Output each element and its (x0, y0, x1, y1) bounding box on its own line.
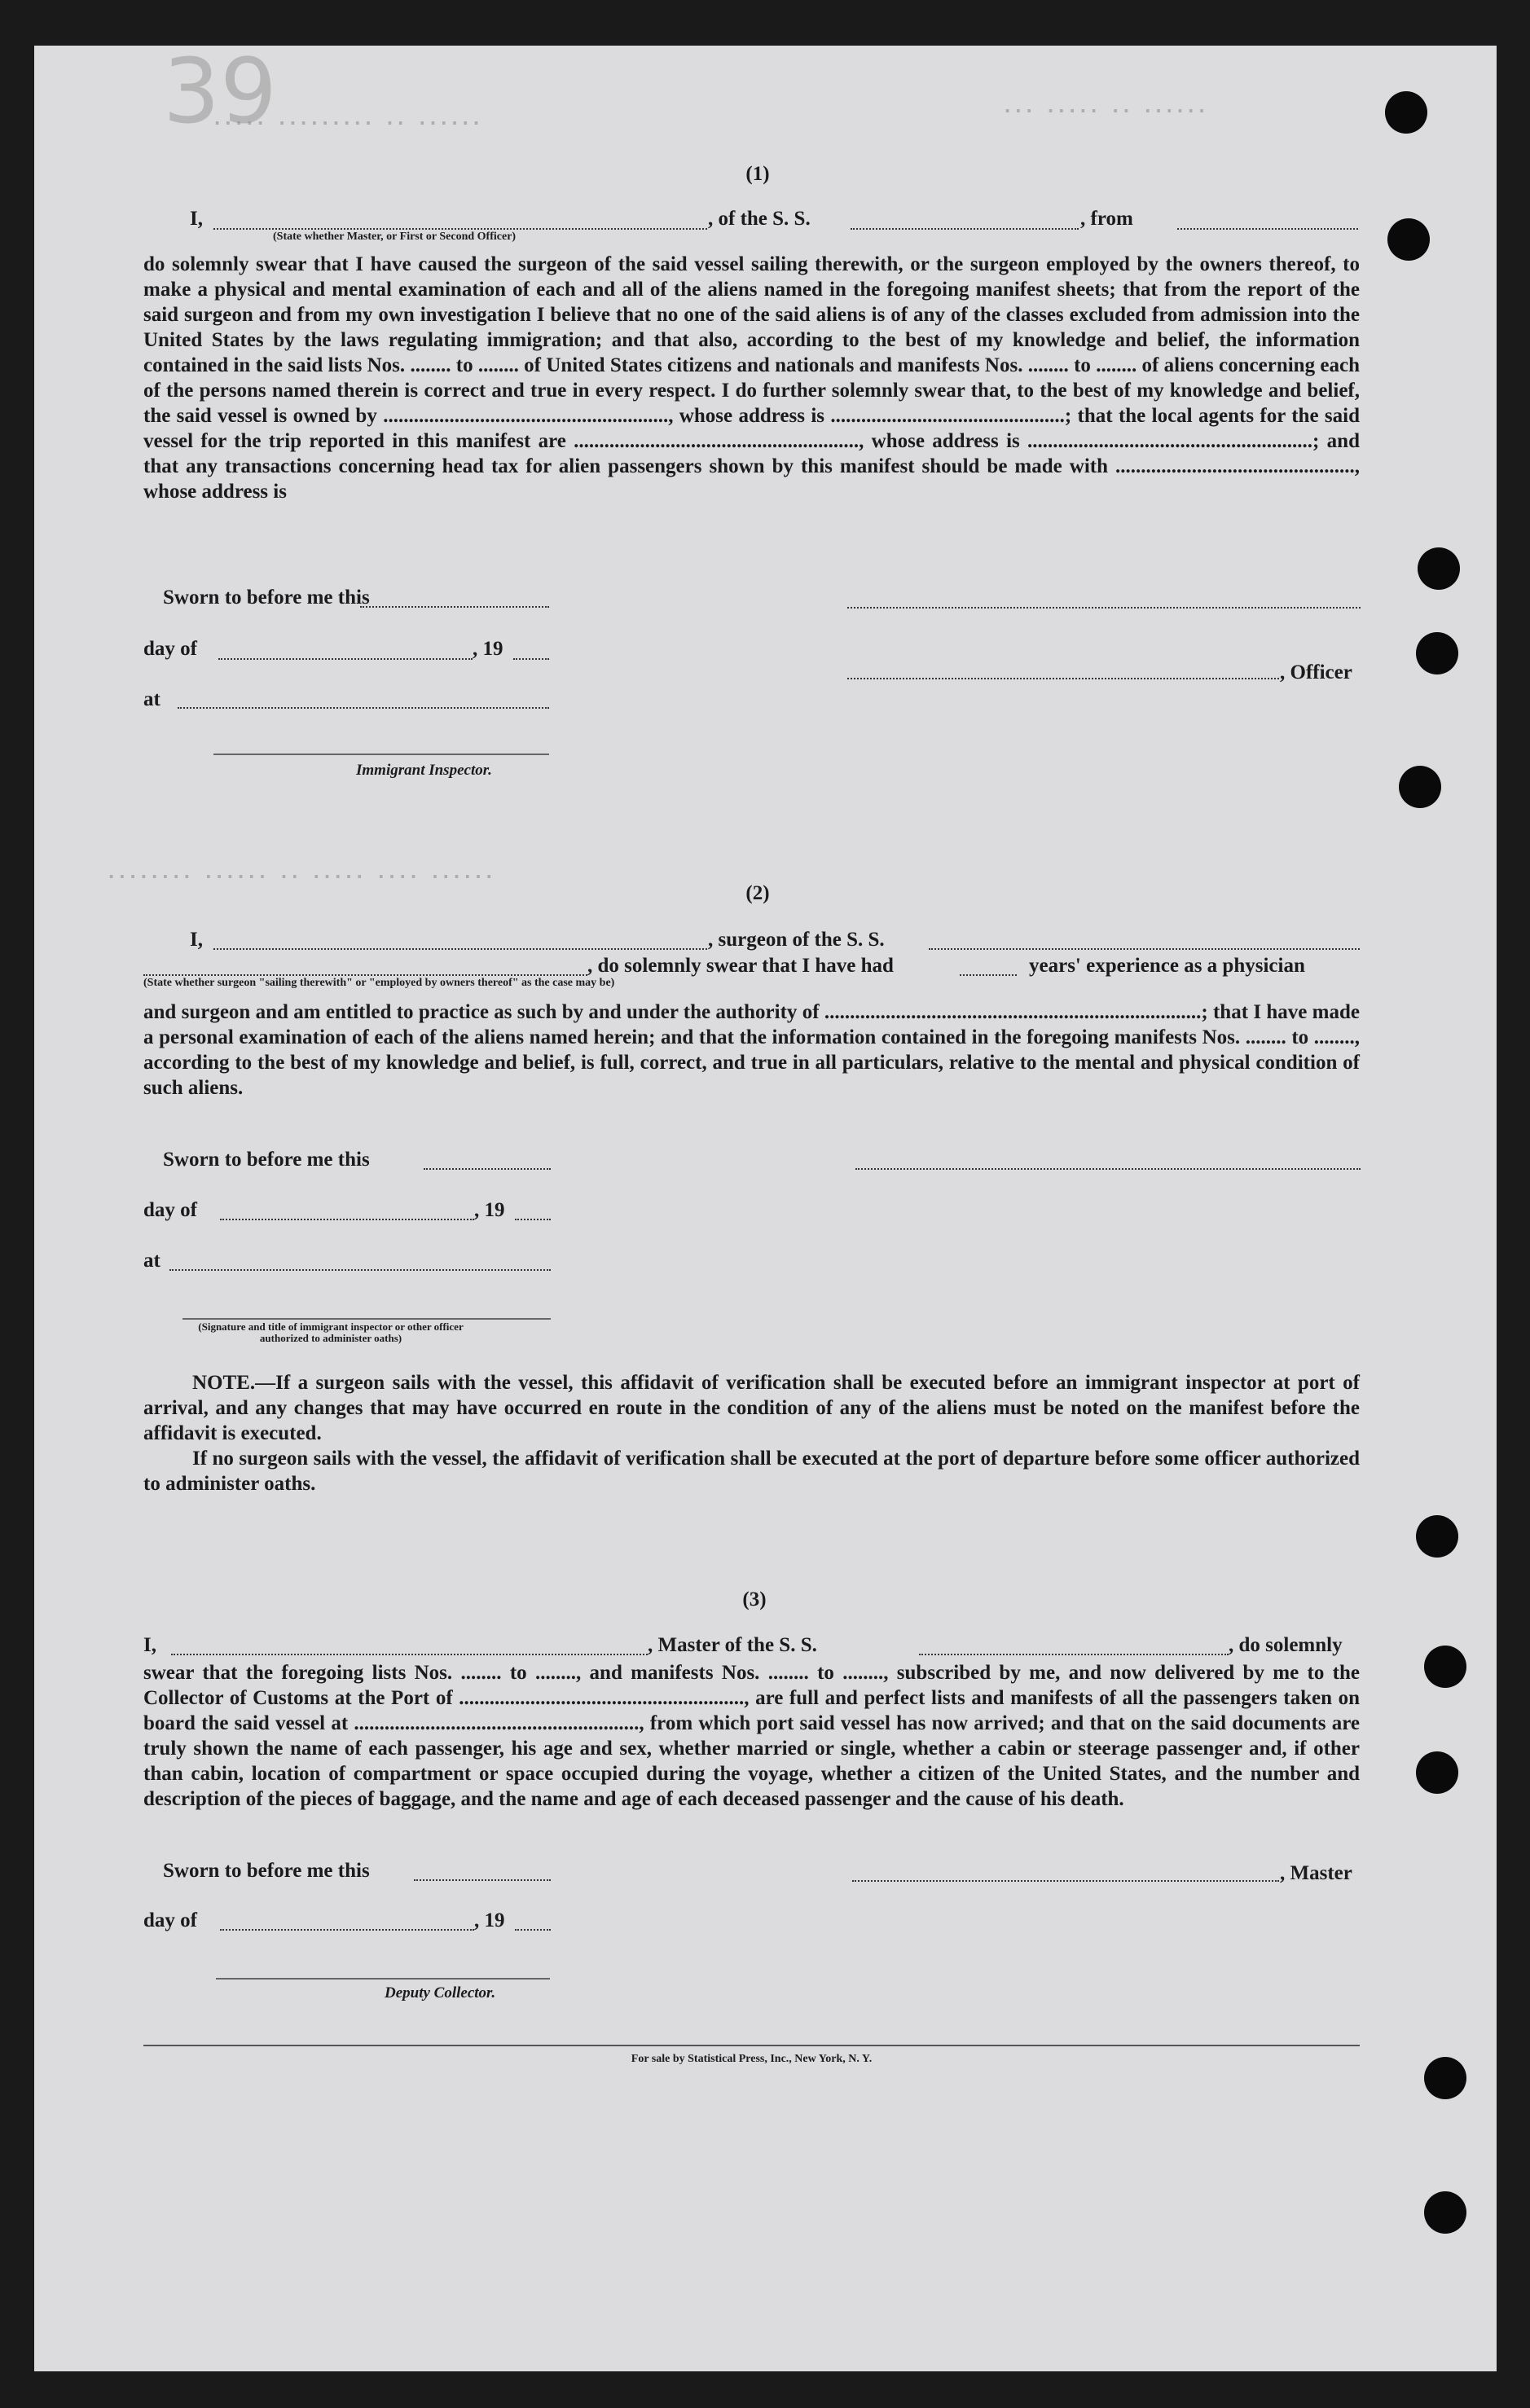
deputy-signature-line[interactable] (216, 1978, 550, 1980)
section-2-number: (2) (745, 882, 770, 904)
note-text-1: —If a surgeon sails with the vessel, this affidavit of verification shall be executed before an immigrant inspector at port of arrival, and any changes that may have occurred en route in the condition of any of the aliens must be noted on the manifest before the affidavit is executed. (143, 1372, 1360, 1444)
sworn-date-field[interactable] (360, 606, 549, 608)
from-label: , from (1080, 208, 1133, 230)
master-signature-line[interactable] (852, 1880, 1279, 1882)
binder-hole (1424, 2191, 1466, 2234)
section-3-number: (3) (742, 1588, 767, 1610)
binder-hole (1416, 1515, 1458, 1558)
officer-signature-line-1[interactable] (847, 607, 1361, 609)
year-label: , 19 (473, 638, 503, 660)
sworn-label: Sworn to before me this (163, 587, 370, 609)
year-field-3[interactable] (515, 1929, 551, 1931)
sworn-label-2: Sworn to before me this (163, 1149, 370, 1171)
section-2-oath-text: and surgeon and am entitled to practice as such by and under the authority of ..........................................................................; that I have made a personal examination of each of the aliens named herein; and that the information contained in the foregoing manifests Nos. ........ to ........, according to the best of my knowledge and belief, is full, correct, and true in all particulars, relative to the mental and physical condition of such aliens. (143, 1001, 1360, 1099)
binder-hole (1418, 547, 1460, 590)
officer-role-note: (State whether Master, or First or Second Officer) (273, 231, 517, 243)
inspector-signature-line[interactable] (213, 754, 549, 755)
binder-hole (1416, 632, 1458, 675)
signature-title-note: (Signature and title of immigrant inspector or other officer authorized to administer oaths) (198, 1320, 464, 1344)
binder-hole (1385, 91, 1427, 134)
vessel-name-field[interactable] (851, 228, 1079, 230)
of-ss-label: , of the S. S. (708, 208, 811, 230)
sworn-label-3: Sworn to before me this (163, 1860, 370, 1882)
swear-label: , do solemnly swear that I have had (587, 955, 894, 977)
day-of-label-2: day of (143, 1199, 197, 1221)
do-solemnly-label: , do solemnly (1229, 1634, 1343, 1656)
binder-hole (1416, 1751, 1458, 1794)
stamp-mark: 39 (163, 39, 277, 143)
year-label-2: , 19 (474, 1199, 505, 1221)
year-field-2[interactable] (515, 1219, 551, 1220)
month-field-3[interactable] (220, 1929, 474, 1931)
surgeon-vessel-field[interactable] (929, 948, 1360, 950)
bleed-through-text: ··· ····· ·· ······ (1002, 102, 1207, 122)
officer-signature-line-2[interactable] (847, 678, 1279, 679)
master-of-label: , Master of the S. S. (648, 1634, 817, 1656)
master-label: , Master (1280, 1862, 1352, 1884)
place-field[interactable] (178, 707, 549, 709)
years-field[interactable] (960, 974, 1017, 976)
at-label-2: at (143, 1250, 160, 1272)
note-label: NOTE. (192, 1372, 256, 1394)
at-label: at (143, 688, 160, 710)
footer-printer-text: For sale by Statistical Press, Inc., New York, N. Y. (631, 2053, 873, 2065)
month-field[interactable] (218, 658, 473, 660)
section-1-oath-text: do solemnly swear that I have caused the surgeon of the said vessel sailing therewith, or the surgeon employed by the owners thereof, to make a physical and mental examination of each and all of the aliens named in the foregoing manifest sheets; that from the report of the said surgeon and from my own investigation I believe that no one of the said aliens is of any of the classes excluded from admission into the United States by the laws regulating immigration; and that also, according to the best of my knowledge and belief, the information contained in the said lists Nos. ........ to ........ of United States citizens and nationals and manifests Nos. ........ to ........ of aliens concerning each of the persons named therein is correct and true in every respect. I do further solemnly swear that, to the best of my knowledge and belief, the said vessel is owned by ........................................................, whose address is ..............................................; that the local agents for the said vessel for the trip reported in this manifest are ........................................................, whose address is ........................................................; and that any transactions concerning head tax for alien passengers shown by this manifest should be made with ..............................................., whose address is (143, 253, 1360, 503)
officer-name-field[interactable] (213, 228, 707, 230)
inspector-signature-line-2[interactable] (182, 1318, 551, 1320)
binder-hole (1399, 766, 1441, 808)
immigrant-inspector-label: Immigrant Inspector. (356, 762, 492, 779)
section-1-number: (1) (745, 163, 770, 185)
section-1-i-label: I, (190, 208, 203, 230)
surgeon-status-note: (State whether surgeon "sailing therewith" or "employed by owners thereof" as the case may be) (143, 977, 615, 989)
year-label-3: , 19 (474, 1909, 505, 1931)
binder-hole (1387, 218, 1430, 261)
note-paragraph-2: If no surgeon sails with the vessel, the affidavit of verification shall be executed at the port of departure before some officer authorized to administer oaths. (143, 1448, 1360, 1495)
section-3-oath-text: swear that the foregoing lists Nos. ........ to ........, and manifests Nos. ........ to ........, subscribed by me, and now delivered by me to the Collector of Customs at the Port of ........................................................, are full and perfect lists and manifests of all the passengers taken on board the said vessel at ........................................................, from which port said vessel has now arrived; and that on the said documents are truly shown the name of each passenger, his age and sex, whether married or single, whether a cabin or steerage passenger and, if other than cabin, location of compartment or space occupied during the voyage, whether a citizen of the United States, and the number and description of the pieces of baggage, and the name and age of each deceased passenger and the cause of his death. (143, 1662, 1360, 1810)
from-port-field[interactable] (1177, 228, 1358, 230)
bleed-through-text: ····· ········· ·· ······ (212, 114, 482, 134)
note-paragraph-1 (143, 1370, 1360, 1446)
section-2-i-label: I, (190, 929, 203, 951)
bleed-through-text: ········ ······ ·· ····· ···· ······ (106, 868, 495, 888)
day-of-label: day of (143, 638, 197, 660)
place-field-2[interactable] (169, 1269, 551, 1271)
master-vessel-field[interactable] (919, 1654, 1229, 1655)
years-experience-label: years' experience as a physician (1029, 955, 1305, 977)
month-field-2[interactable] (220, 1219, 474, 1220)
deputy-collector-label: Deputy Collector. (385, 1984, 496, 2002)
binder-hole (1424, 2057, 1466, 2099)
surgeon-name-field[interactable] (213, 948, 707, 950)
year-field[interactable] (513, 658, 549, 660)
day-of-label-3: day of (143, 1909, 197, 1931)
officer-label: , Officer (1280, 661, 1352, 683)
sworn-date-field-2[interactable] (424, 1168, 551, 1170)
surgeon-signature-line[interactable] (855, 1168, 1361, 1170)
master-name-field[interactable] (171, 1654, 648, 1655)
surgeon-of-label: , surgeon of the S. S. (708, 929, 885, 951)
sworn-date-field-3[interactable] (414, 1879, 551, 1881)
section-3-i-label: I, (143, 1634, 156, 1656)
footer-divider (143, 2045, 1360, 2046)
surgeon-status-field[interactable] (143, 974, 587, 976)
binder-hole (1424, 1646, 1466, 1688)
